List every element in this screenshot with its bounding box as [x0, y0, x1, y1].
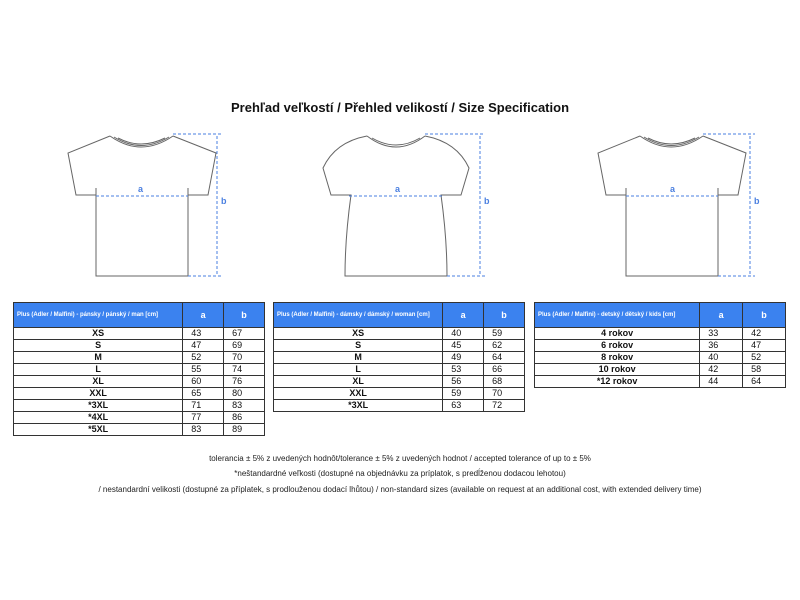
table-row — [535, 328, 786, 340]
women-shirt-diagram — [315, 128, 495, 278]
value-a-cell: 65 — [183, 388, 224, 400]
value-b-cell: 64 — [743, 376, 786, 388]
value-a-cell: 49 — [443, 352, 484, 364]
value-a-cell: 60 — [183, 376, 224, 388]
value-a-cell: 77 — [183, 412, 224, 424]
size-label: 6 rokov — [601, 340, 634, 350]
men-size-table — [13, 302, 265, 436]
size-label: S — [95, 340, 102, 350]
nonstandard-note-sk — [0, 469, 800, 478]
table-row — [14, 352, 265, 364]
label-b: b — [484, 196, 490, 206]
value-b-cell: 72 — [484, 400, 525, 412]
star-icon: * — [234, 469, 238, 478]
col-a-header: a — [183, 303, 224, 328]
size-cell — [14, 376, 183, 388]
label-b: b — [754, 196, 760, 206]
size-cell — [274, 328, 443, 340]
value-b-cell: 47 — [743, 340, 786, 352]
table-row — [274, 328, 525, 340]
table-row — [274, 388, 525, 400]
size-label: XS — [352, 328, 365, 338]
label-a: a — [138, 184, 144, 194]
size-label: XL — [92, 376, 104, 386]
value-b-cell: 68 — [484, 376, 525, 388]
size-cell — [14, 340, 183, 352]
size-cell — [14, 388, 183, 400]
value-b-cell: 86 — [224, 412, 265, 424]
value-a-cell: 33 — [700, 328, 743, 340]
size-cell — [274, 400, 443, 412]
table-row — [274, 340, 525, 352]
size-cell — [14, 400, 183, 412]
table-row — [14, 340, 265, 352]
kids-size-table — [534, 302, 786, 388]
size-label: XL — [352, 376, 364, 386]
col-b-header: b — [743, 303, 786, 328]
value-b-cell: 70 — [484, 388, 525, 400]
value-a-cell: 42 — [700, 364, 743, 376]
table-row — [535, 352, 786, 364]
value-a-cell: 44 — [700, 376, 743, 388]
star-icon: * — [348, 400, 352, 410]
size-cell — [535, 376, 700, 388]
table-row — [535, 364, 786, 376]
table-row — [14, 328, 265, 340]
table-row — [14, 364, 265, 376]
table-row — [14, 424, 265, 436]
size-label: XXL — [89, 388, 107, 398]
kids-shirt-diagram — [590, 128, 770, 278]
col-b-header: b — [484, 303, 525, 328]
star-icon: * — [88, 424, 92, 434]
size-cell — [274, 352, 443, 364]
size-cell — [535, 328, 700, 340]
size-label: 3XL — [351, 400, 369, 410]
value-a-cell: 55 — [183, 364, 224, 376]
size-cell — [535, 340, 700, 352]
size-label: 5XL — [91, 424, 109, 434]
size-label: XS — [92, 328, 105, 338]
size-label: 10 rokov — [598, 364, 636, 374]
value-a-cell: 71 — [183, 400, 224, 412]
value-b-cell: 58 — [743, 364, 786, 376]
value-b-cell: 66 — [484, 364, 525, 376]
value-a-cell: 45 — [443, 340, 484, 352]
label-a: a — [395, 184, 401, 194]
size-cell — [14, 352, 183, 364]
size-label: M — [354, 352, 362, 362]
value-b-cell: 59 — [484, 328, 525, 340]
size-cell — [274, 376, 443, 388]
size-label: 12 rokov — [600, 376, 638, 386]
table-row — [535, 340, 786, 352]
star-icon: * — [88, 400, 92, 410]
size-label: S — [355, 340, 362, 350]
star-icon: * — [88, 412, 92, 422]
value-b-cell: 42 — [743, 328, 786, 340]
table-row — [14, 412, 265, 424]
table-row — [274, 364, 525, 376]
value-a-cell: 63 — [443, 400, 484, 412]
nonstandard-text-sk: neštandardné veľkosti (dostupné na objednávku za príplatok, s predĺženou dodacou lehotou) — [237, 469, 566, 478]
value-b-cell: 89 — [224, 424, 265, 436]
value-a-cell: 52 — [183, 352, 224, 364]
table-row — [274, 376, 525, 388]
size-label: L — [95, 364, 101, 374]
value-a-cell: 56 — [443, 376, 484, 388]
label-a: a — [670, 184, 676, 194]
value-a-cell: 40 — [443, 328, 484, 340]
size-label: 8 rokov — [601, 352, 634, 362]
size-label: 3XL — [91, 400, 109, 410]
size-label: XXL — [349, 388, 367, 398]
size-cell — [14, 424, 183, 436]
size-cell — [274, 340, 443, 352]
table-header: Plus (Adler / Malfini) - dámsky / dámský / woman [cm] — [274, 303, 443, 328]
table-row — [535, 376, 786, 388]
women-size-table — [273, 302, 525, 412]
value-a-cell: 47 — [183, 340, 224, 352]
star-icon: * — [596, 376, 601, 386]
size-cell — [14, 328, 183, 340]
value-a-cell: 59 — [443, 388, 484, 400]
men-shirt-diagram — [60, 128, 240, 278]
value-b-cell: 52 — [743, 352, 786, 364]
size-label: L — [355, 364, 361, 374]
table-row — [14, 400, 265, 412]
value-b-cell: 83 — [224, 400, 265, 412]
value-a-cell: 40 — [700, 352, 743, 364]
size-cell — [274, 364, 443, 376]
value-a-cell: 83 — [183, 424, 224, 436]
table-row — [274, 352, 525, 364]
value-b-cell: 70 — [224, 352, 265, 364]
table-header: Plus (Adler / Malfini) - detský / dětský / kids [cm] — [535, 303, 700, 328]
value-b-cell: 80 — [224, 388, 265, 400]
size-label: 4XL — [91, 412, 109, 422]
size-cell — [535, 352, 700, 364]
col-a-header: a — [443, 303, 484, 328]
table-header: Plus (Adler / Malfini) - pánsky / pánský / man [cm] — [14, 303, 183, 328]
table-row — [274, 400, 525, 412]
value-a-cell: 53 — [443, 364, 484, 376]
value-b-cell: 74 — [224, 364, 265, 376]
col-a-header: a — [700, 303, 743, 328]
size-cell — [274, 388, 443, 400]
size-cell — [535, 364, 700, 376]
value-a-cell: 43 — [183, 328, 224, 340]
size-label: M — [94, 352, 102, 362]
tolerance-note: tolerancia ± 5% z uvedených hodnôt/tolerance ± 5% z uvedených hodnot / accepted tolerance of up to ± 5% — [209, 454, 591, 463]
value-b-cell: 62 — [484, 340, 525, 352]
col-b-header: b — [224, 303, 265, 328]
value-b-cell: 76 — [224, 376, 265, 388]
value-b-cell: 64 — [484, 352, 525, 364]
size-cell — [14, 412, 183, 424]
size-cell — [14, 364, 183, 376]
table-row — [14, 388, 265, 400]
value-a-cell: 36 — [700, 340, 743, 352]
page-title: Prehľad veľkostí / Přehled velikostí / Size Specification — [230, 100, 570, 115]
label-b: b — [221, 196, 227, 206]
value-b-cell: 69 — [224, 340, 265, 352]
value-b-cell: 67 — [224, 328, 265, 340]
nonstandard-note-cz-en: / nestandardní velikosti (dostupné za příplatek, s prodlouženou dodací lhůtou) / non-standard sizes (available on request at an additional cost, with extended delivery time) — [98, 485, 702, 494]
table-row — [14, 376, 265, 388]
size-label: 4 rokov — [601, 328, 634, 338]
